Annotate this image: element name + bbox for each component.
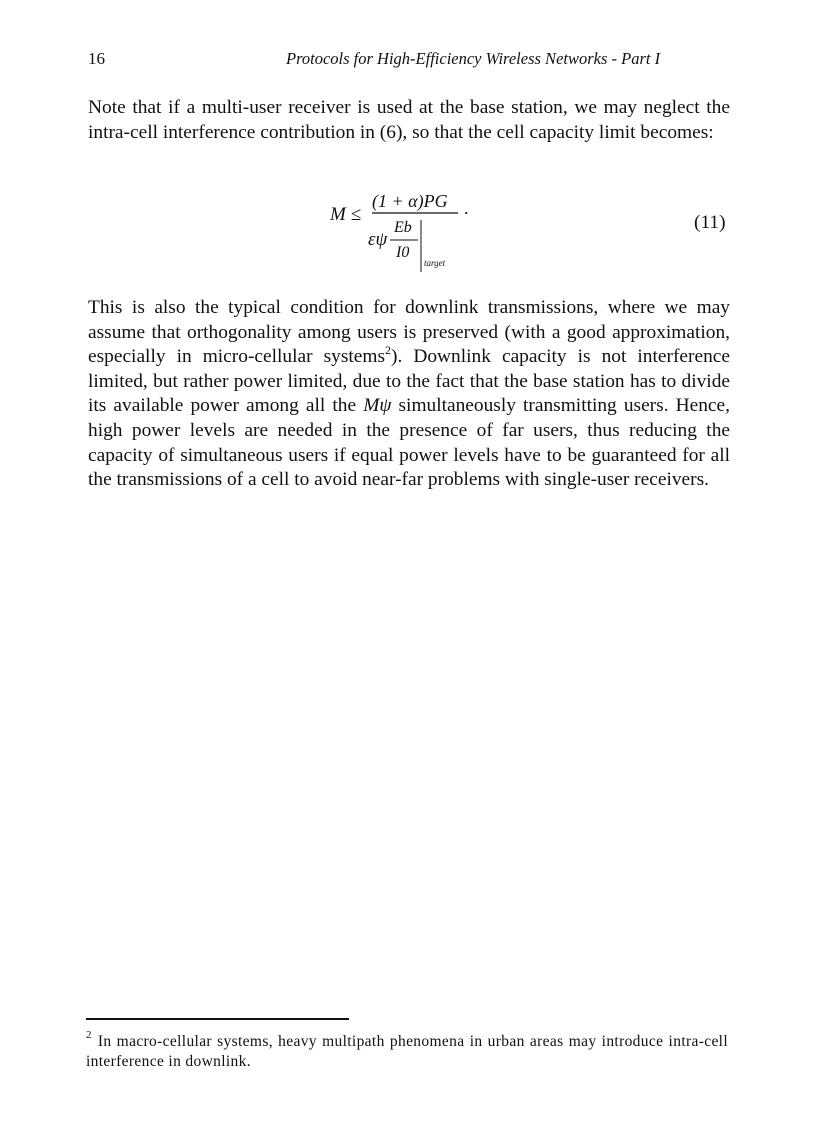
paragraph-downlink-part2: ). Downlink capacity is not interference limited, but rather power limited, due to the fact that the base station has to divide its available power among all the <box>88 346 730 417</box>
paragraph-downlink-part3: simultaneously transmitting users. Hence, high power levels are needed in the presence of far users, thus reducing the capacity of simultaneous users if equal power levels have to be guaranteed for all the transmissions of a cell to avoid near-far problems with single-user receivers. <box>88 395 730 491</box>
equation-inner-numerator: Eb <box>394 219 412 236</box>
footnote <box>86 1028 728 1072</box>
equation-trailing-dot: . <box>464 198 469 218</box>
equation-number: (11) <box>694 212 726 233</box>
equation-numerator: (1 + α)PG <box>372 191 448 211</box>
equation-inner-denominator: I0 <box>396 244 410 261</box>
footnote-marker: 2 <box>86 1028 92 1041</box>
paragraph-downlink-part1: This is also the typical condition for downlink transmissions, where we may assume that orthogonality among users is preserved (with a good approximation, especially in micro-cellular systems <box>88 297 730 368</box>
footnote-reference[interactable]: 2 <box>385 342 391 357</box>
paragraph-downlink <box>88 296 730 493</box>
equation-denominator-prefix: εψ <box>368 229 388 250</box>
page-number: 16 <box>88 49 105 68</box>
footnote-rule <box>86 1018 349 1020</box>
footnote-text: In macro-cellular systems, heavy multipath phenomena in urban areas may introduce intra-cell interference in downlink. <box>86 1033 728 1070</box>
equation-lhs: M ≤ <box>330 204 362 225</box>
equation-11 <box>320 186 740 276</box>
equation-subscript: target <box>424 258 446 268</box>
inline-math-m-psi: Mψ <box>363 395 392 417</box>
running-title: Protocols for High-Efficiency Wireless Networks - Part I <box>286 49 661 68</box>
paragraph-intro: Note that if a multi-user receiver is used at the base station, we may neglect the intra-cell interference contribution in (6), so that the cell capacity limit becomes: <box>88 97 730 143</box>
